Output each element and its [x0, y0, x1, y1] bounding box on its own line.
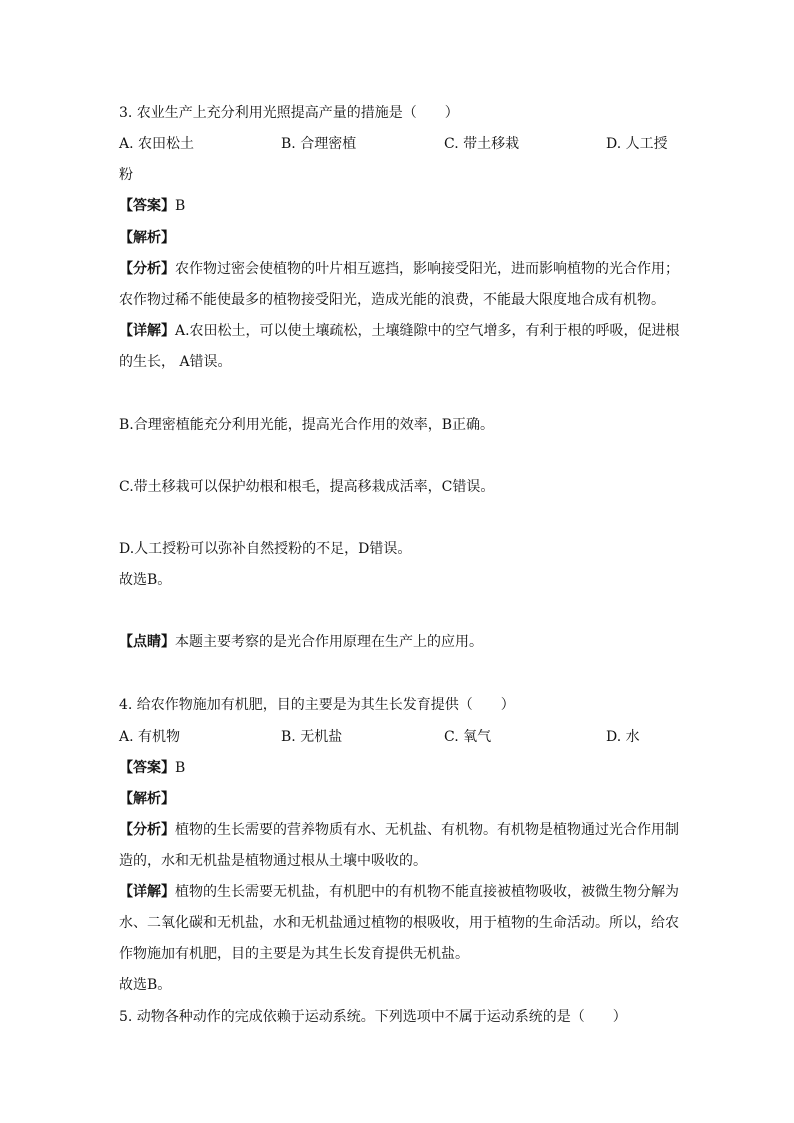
- dianjing-text: 本题主要考察的是光合作用原理在生产上的应用。: [175, 634, 483, 650]
- q3-answer: [119, 196, 679, 216]
- q3-option-b-explain: B.合理密植能充分利用光能，提高光合作用的效率，B正确。: [119, 417, 495, 433]
- q4-xiangjie-line1: [119, 882, 679, 902]
- q3-dianjing: [119, 632, 679, 652]
- q3-option-a: A. 农田松土: [119, 136, 195, 152]
- xiangjie-tag: 【详解】: [119, 323, 175, 339]
- q3-option-c-explain: C.带土移栽可以保护幼根和根毛，提高移栽成活率，C错误。: [119, 479, 495, 495]
- answer-value: B: [175, 760, 186, 776]
- q5-stem: 5. 动物各种动作的完成依赖于运动系统。下列选项中不属于运动系统的是（ ）: [119, 1009, 627, 1025]
- q3-option-d-wrap: 粉: [119, 167, 133, 183]
- q3-fenxi-line1: [119, 259, 679, 279]
- answer-tag: 【答案】: [119, 760, 175, 776]
- q3-xiangjie-line2: 的生长， A错误。: [119, 354, 232, 370]
- q3-xiangjie-line1: [119, 321, 679, 341]
- q3-fenxi-line2: 农作物过稀不能使最多的植物接受阳光，造成光能的浪费，不能最大限度地合成有机物。: [119, 292, 665, 308]
- q4-answer: [119, 758, 679, 778]
- fenxi-text: 农作物过密会使植物的叶片相互遮挡，影响接受阳光，进而影响植物的光合作用；: [175, 261, 679, 277]
- fenxi-text: 植物的生长需要的营养物质有水、无机盐、有机物。有机物是植物通过光合作用制: [175, 822, 679, 838]
- q4-xiangjie-line2: 水、二氧化碳和无机盐，水和无机盐通过植物的根吸收，用于植物的生命活动。所以，给农: [119, 915, 679, 931]
- q4-fenxi-line1: [119, 820, 679, 840]
- dianjing-tag: 【点睛】: [119, 634, 175, 650]
- q4-xiangjie-line3: 作物施加有机肥，目的主要是为其生长发育提供无机盐。: [119, 946, 469, 962]
- q3-option-c: C. 带土移栽: [444, 136, 520, 152]
- q4-option-a: A. 有机物: [119, 729, 181, 745]
- q4-option-d: D. 水: [606, 729, 640, 745]
- q4-stem: 4. 给农作物施加有机肥，目的主要是为其生长发育提供（ ）: [119, 697, 515, 713]
- answer-value: B: [175, 198, 186, 214]
- q4-choose: 故选B。: [119, 977, 172, 993]
- q4-analysis-title: 【解析】: [119, 791, 175, 807]
- fenxi-tag: 【分析】: [119, 261, 175, 277]
- xiangjie-text: 植物的生长需要无机盐，有机肥中的有机物不能直接被植物吸收，被微生物分解为: [175, 884, 679, 900]
- q3-stem: 3. 农业生产上充分利用光照提高产量的措施是（ ）: [119, 105, 459, 121]
- q4-fenxi-line2: 造的，水和无机盐是植物通过根从土壤中吸收的。: [119, 853, 427, 869]
- q3-option-b: B. 合理密植: [281, 136, 357, 152]
- xiangjie-text: A.农田松土，可以使土壤疏松，土壤缝隙中的空气增多，有利于根的呼吸，促进根: [175, 323, 680, 339]
- q3-analysis-title: 【解析】: [119, 230, 175, 246]
- q4-option-c: C. 氧气: [444, 729, 492, 745]
- q3-option-d-explain: D.人工授粉可以弥补自然授粉的不足，D错误。: [119, 541, 412, 557]
- q4-option-b: B. 无机盐: [281, 729, 343, 745]
- xiangjie-tag: 【详解】: [119, 884, 175, 900]
- q3-choose: 故选B。: [119, 572, 172, 588]
- answer-tag: 【答案】: [119, 198, 175, 214]
- fenxi-tag: 【分析】: [119, 822, 175, 838]
- q3-option-d: D. 人工授: [606, 136, 668, 152]
